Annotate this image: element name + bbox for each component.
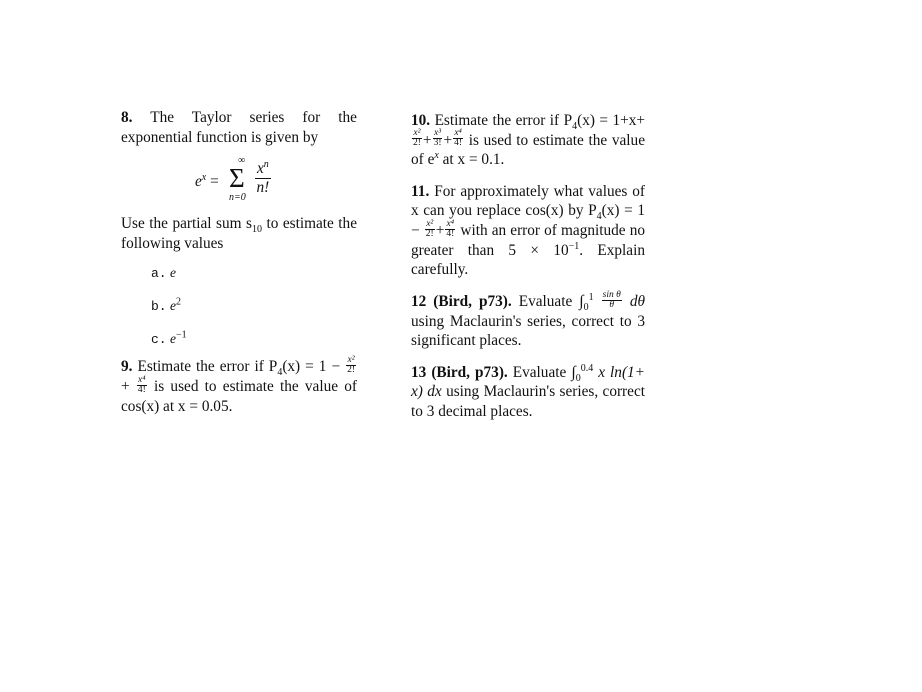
problem-8-instruction	[121, 214, 357, 253]
fraction: $\frac{\text{sin θ}}{\theta}$	[602, 289, 621, 310]
integral-sign: ∫	[571, 363, 576, 381]
sum-numerator: x	[257, 160, 264, 177]
problem-10-number: 10.	[411, 112, 431, 129]
problem-8-text: The Taylor series for the exponential function is given by	[121, 109, 357, 146]
list-item: c. $e^{-1}$	[151, 329, 187, 347]
formula-lhs-sup: x	[201, 171, 207, 183]
problem-9: 9. Estimate the error if $P_4(x) = 1$ − $\frac{\text{x²}}{2!}$ + $\frac{\text{x⁴}}{4!}$ is used to estimate the value of cos(x) at x = 0.05.	[121, 354, 357, 415]
right-column	[411, 108, 645, 421]
sum-lower-limit: n=0	[229, 192, 246, 203]
problem-13: 13 (Bird, p73). Evaluate $\int_0^{0.4}$ x ln(1+ x) dx using Maclaurin's series, correct to 3 decimal places.	[411, 362, 646, 420]
left-column	[121, 108, 357, 416]
problem-13-number: 13 (Bird, p73).	[411, 363, 508, 381]
sum-upper-limit: ∞	[238, 155, 246, 166]
fraction: $\frac{\text{x⁴}}{4!}$	[446, 218, 455, 239]
fraction: $\frac{\text{x²}}{2!}$	[413, 128, 421, 149]
problem-8-number: 8.	[121, 109, 133, 126]
problem-10: 10. Estimate the error if $P_4(x) = 1+x+$ $\frac{\text{x²}}{2!}$ + $\frac{\text{x³}}{3!}$ + $\frac{\text{x⁴}}{4!}$ is used to estimate the value of $e^x$ at x = 0.1.	[411, 112, 645, 169]
problem-12: 12 (Bird, p73). Evaluate $\int_0^1$ $\frac{\text{sin θ}}{\theta}$ dθ using Maclaurin's series, correct to 3 significant places.	[411, 289, 645, 350]
formula-equals: =	[210, 173, 219, 190]
fraction: $\frac{\text{x²}}{2!}$	[347, 354, 356, 375]
integral-sign: ∫	[579, 292, 584, 310]
problem-11-number: 11.	[411, 182, 430, 200]
sum-denominator: n!	[256, 179, 270, 196]
fraction: $\frac{\text{x²}}{2!}$	[425, 218, 434, 239]
list-item: a. e	[151, 265, 176, 281]
instruction-rest: to estimate the following values	[121, 215, 357, 252]
sum-numerator-sup: n	[263, 158, 269, 170]
estimate-list	[151, 263, 357, 362]
problem-12-number: 12 (Bird, p73).	[411, 292, 512, 310]
problem-9-number: 9.	[121, 358, 133, 375]
instruction-text: Use the partial sum s	[121, 215, 252, 232]
taylor-series-formula	[121, 154, 357, 210]
list-item: b. $e^2$	[151, 296, 181, 314]
fraction: $\frac{\text{x⁴}}{4!}$	[137, 374, 146, 395]
instruction-sub: 10	[251, 224, 262, 236]
fraction: $\frac{\text{x³}}{3!}$	[433, 128, 442, 149]
problem-8	[121, 108, 357, 147]
sigma-symbol: Σ	[229, 163, 245, 193]
formula-lhs: e	[195, 173, 202, 190]
fraction: $\frac{\text{x⁴}}{4!}$	[454, 128, 463, 149]
problem-11: 11. For approximately what values of x can you replace cos(x) by $P_4(x) = 1$ − $\frac{\text{x²}}{2!}$ + $\frac{\text{x⁴}}{4!}$ with an error of magnitude no greater than $5 \times 10^{-1}$. Explain carefully.	[411, 182, 646, 279]
sum-fraction	[255, 160, 271, 197]
